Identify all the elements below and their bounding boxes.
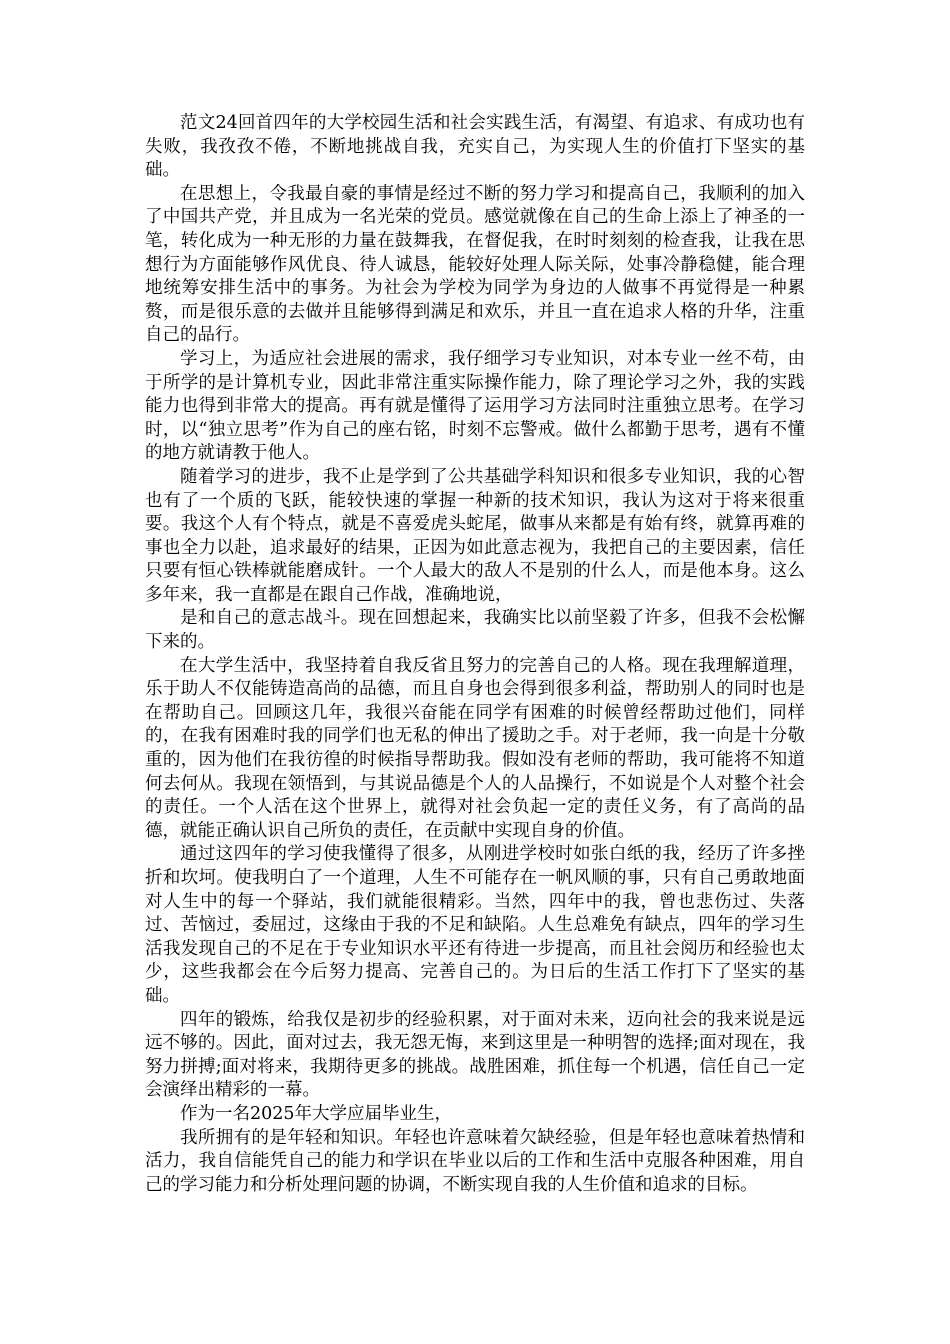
document-body [145,112,805,1197]
paragraph-four-years: 通过这四年的学习使我懂得了很多，从刚进学校时如张白纸的我，经历了许多挫折和坎坷。使我明白了一个道理，人生不可能存在一帆风顺的事，只有自己勇敢地面对人生中的每一个驿站，我们就能很精彩。当然，四年中的我，曾也悲伤过、失落过、苦恼过，委屈过，这缘由于我的不足和缺陷。人生总难免有缺点，四年的学习生活我发现自己的不足在于专业知识水平还有待进一步提高，而且社会阅历和经验也太少，这些我都会在今后努力提高、完善自己的。为日后的生活工作打下了坚实的基础。 [145,844,805,1006]
paragraph-will: 是和自己的意志战斗。现在回想起来，我确实比以前坚毅了许多，但我不会松懈下来的。 [145,608,805,653]
paragraph-progress: 随着学习的进步，我不止是学到了公共基础学科知识和很多专业知识，我的心智也有了一个质的飞跃，能较快速的掌握一种新的技术知识，我认为这对于将来很重要。我这个人有个特点，就是不喜爱虎头蛇尾，做事从来都是有始有终，就算再难的事也全力以赴，追求最好的结果，正因为如此意志视为，我把自己的主要因素，信任只要有恒心铁棒就能磨成针。一个人最大的敌人不是别的什么人，而是他本身。这么多年来，我一直都是在跟自己作战，准确地说， [145,466,805,605]
paragraph-college-life: 在大学生活中，我坚持着自我反省且努力的完善自己的人格。现在我理解道理，乐于助人不仅能铸造高尚的品德，而且自身也会得到很多利益，帮助别人的同时也是在帮助自己。回顾这几年，我很兴奋能在同学有困难的时候曾经帮助过他们，同样的，在我有困难时我的同学们也无私的伸出了援助之手。对于老师，我一向是十分敬重的，因为他们在我彷徨的时候指导帮助我。假如没有老师的帮助，我可能将不知道何去何从。我现在领悟到，与其说品德是个人的人品操行，不如说是个人对整个社会的责任。一个人活在这个世界上，就得对社会负起一定的责任义务，有了高尚的品德，就能正确认识自己所负的责任，在贡献中实现自身的价值。 [145,655,805,841]
paragraph-conclusion: 我所拥有的是年轻和知识。年轻也许意味着欠缺经验，但是年轻也意味着热情和活力，我自信能凭自己的能力和学识在毕业以后的工作和生活中克服各种困难，用自己的学习能力和分析处理问题的协调，不断实现自我的人生价值和追求的目标。 [145,1127,805,1195]
paragraph-study: 学习上，为适应社会进展的需求，我仔细学习专业知识，对本专业一丝不苟，由于所学的是计算机专业，因此非常注重实际操作能力，除了理论学习之外，我的实践能力也得到非常大的提高。再有就是懂得了运用学习方法同时注重独立思考。在学习时，以“独立思考”作为自己的座右铭，时刻不忘警戒。做什么都勤于思考，遇有不懂的地方就请教于他人。 [145,348,805,464]
paragraph-graduate: 作为一名2025年大学应届毕业生， [180,1103,453,1124]
paragraph-intro: 范文24回首四年的大学校园生活和社会实践生活，有渴望、有追求、有成功也有失败，我孜孜不倦，不断地挑战自我，充实自己，为实现人生的价值打下坚实的基础。 [145,113,805,181]
paragraph-thought: 在思想上，令我最自豪的事情是经过不断的努力学习和提高自己，我顺利的加入了中国共产党，并且成为一名光荣的党员。感觉就像在自己的生命上添上了神圣的一笔，转化成为一种无形的力量在鼓舞我，在督促我，在时时刻刻的检查我，让我在思想行为方面能够作风优良、待人诚恳，能较好处理人际关际，处事冷静稳健，能合理地统筹安排生活中的事务。为社会为学校为同学为身边的人做事不再觉得是一种累赘，而是很乐意的去做并且能够得到满足和欢乐，并且一直在追求人格的升华，注重自己的品行。 [145,183,805,346]
paragraph-training: 四年的锻炼，给我仅是初步的经验积累，对于面对未来，迈向社会的我来说是远远不够的。因此，面对过去，我无怨无悔，来到这里是一种明智的选择;面对现在，我努力拼搏;面对将来，我期待更多的挑战。战胜困难，抓住每一个机遇，信任自己一定会演绎出精彩的一幕。 [145,1009,805,1101]
